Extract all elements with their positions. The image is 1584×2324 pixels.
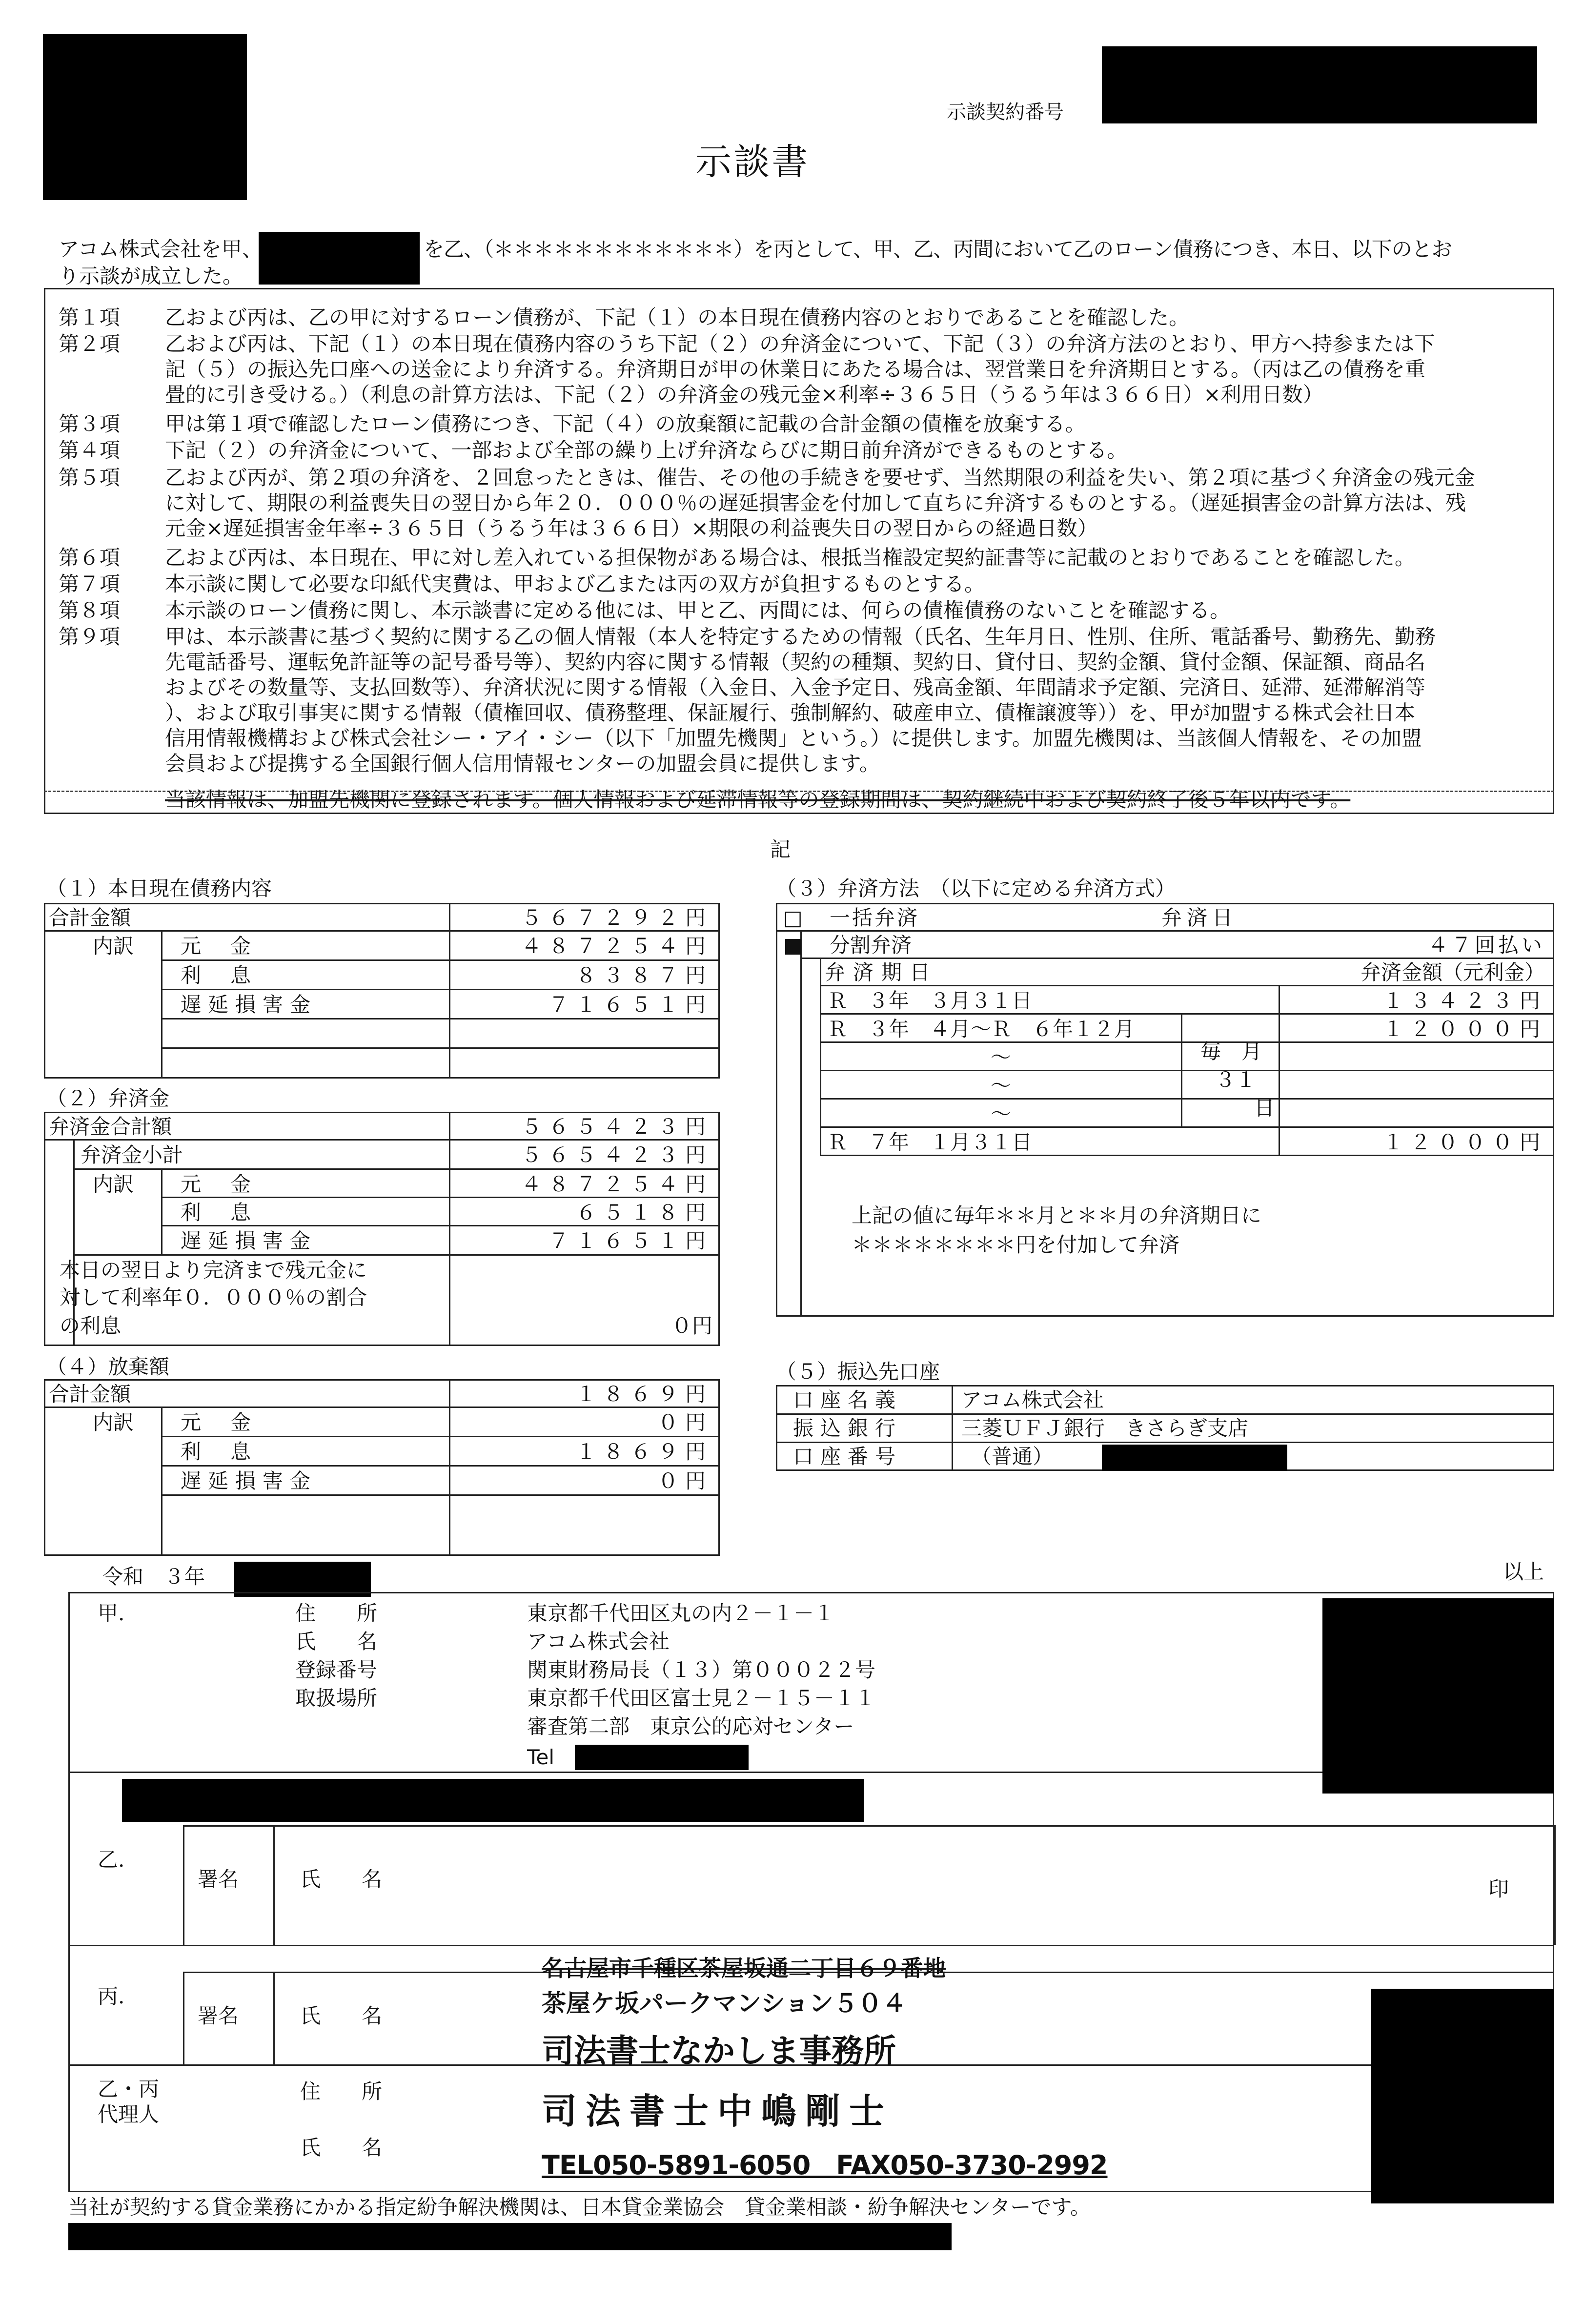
clause-text: 甲は第１項で確認したローン債務につき、下記（４）の放棄額に記載の合計金額の債権を放棄する。 — [165, 412, 1086, 436]
row-line — [820, 1155, 1554, 1156]
sec5-title: （５）振込先口座 — [776, 1360, 940, 1384]
clause-text: 先電話番号、運転免許証等の記号番号等）、契約内容に関する情報（契約の種類、契約日、貸付日、契約金額、貸付金額、保証額、商品名 — [165, 650, 1426, 674]
sec2-title: （２）弁済金 — [46, 1086, 170, 1110]
row-line — [44, 930, 720, 932]
col-line — [183, 1972, 184, 2064]
schedule-note: 上記の値に毎年＊＊月と＊＊月の弁済期日に — [852, 1203, 1262, 1227]
lump-date-label: 弁済日 — [1161, 906, 1238, 930]
row-label: 元金 — [181, 934, 281, 958]
row-value: ６５１８円 — [575, 1201, 712, 1224]
clause-number: 第６項 — [59, 546, 121, 570]
col-line — [449, 1112, 450, 1346]
row-value: ４８７２５４円 — [521, 934, 712, 958]
row-label: 遅延損害金 — [181, 1229, 318, 1253]
col-line — [800, 930, 802, 1317]
redaction-account-no — [1102, 1445, 1287, 1471]
col-date-header: 弁済期日 — [825, 960, 938, 984]
breakdown-label: 内訳 — [93, 934, 134, 958]
clause-text: に対して、期限の利益喪失日の翌日から年２０．０００％の遅延損害金を付加して直ちに弁済するものとする。（遅延損害金の計算方法は、残 — [165, 491, 1466, 515]
clause-number: 第５項 — [59, 466, 121, 489]
total-label: 合計金額 — [49, 1382, 131, 1406]
row-value: ４８７２５４円 — [521, 1172, 712, 1196]
col-line — [161, 1407, 162, 1556]
row-line — [820, 1041, 1554, 1043]
row-line — [68, 1945, 1554, 1946]
row-line — [44, 1139, 720, 1141]
party-kou-mark: 甲. — [98, 1601, 125, 1625]
account-label: 振込銀行 — [793, 1416, 903, 1440]
party-hei-mark: 丙. — [98, 1984, 125, 2008]
total-label: 合計金額 — [49, 906, 131, 930]
clause-text: ）、および取引事実に関する情報（債権回収、債務整理、保証履行、強制解約、破産申立、債権譲渡等））を、甲が加盟する株式会社日本 — [165, 701, 1416, 725]
party-kou-value: 審査第二部 東京公的応対センター — [527, 1714, 854, 1738]
redaction-hei-seal — [1371, 1989, 1554, 2203]
row-label: 遅延損害金 — [181, 993, 318, 1017]
schedule-note: ＊＊＊＊＊＊＊＊円を付加して弁済 — [852, 1233, 1180, 1257]
clause-text: 乙および丙は、本日現在、甲に対し差入れている担保物がある場合は、根抵当権設定契約証書等に記載のとおりであることを確認した。 — [165, 546, 1416, 570]
schedule-date: Ｒ ３年 ４月～Ｒ ６年１２月 — [827, 1017, 1135, 1041]
row-line — [776, 1413, 1554, 1415]
breakdown-label: 内訳 — [93, 1410, 134, 1434]
total-label: 弁済金合計額 — [49, 1115, 172, 1139]
interest-line: 本日の翌日より完済まで残元金に — [60, 1258, 367, 1282]
row-value: ０円 — [657, 1469, 712, 1493]
col-line — [183, 1825, 184, 1945]
clause-text: 乙および丙は、下記（１）の本日現在債務内容のうち下記（２）の弁済金について、下記（３）の弁済方法のとおり、甲方へ持参または下 — [165, 332, 1435, 356]
row-label: 元金 — [181, 1172, 281, 1196]
row-line — [183, 1825, 1554, 1827]
footer-date: 令和 ３年 — [102, 1565, 205, 1589]
party-kou-label: 住 所 — [295, 1601, 378, 1625]
row-line — [161, 1225, 720, 1226]
account-label: 口座名義 — [793, 1388, 903, 1412]
intro-line-2: り示談が成立した。 — [59, 264, 244, 288]
party-kou-value: アコム株式会社 — [527, 1630, 670, 1653]
schedule-date: ～ — [991, 1102, 1012, 1126]
clause-text: 信用情報機構および株式会社シー・アイ・シー（以下「加盟先機関」という。）に提供します。加盟先機関は、当該個人情報を、その加盟 — [165, 726, 1422, 750]
row-line — [776, 930, 1554, 932]
clause-number: 第１項 — [59, 306, 121, 329]
col-line — [273, 1972, 275, 2064]
redaction-contract-no — [1102, 46, 1537, 123]
split-count: ４７回払い — [1427, 933, 1545, 957]
redaction-debtor-name — [259, 232, 420, 285]
party-otsu-name: 氏 名 — [300, 1867, 383, 1891]
col-amount-header: 弁済金額（元利金） — [1360, 960, 1545, 984]
lump-label: 一括弁済 — [830, 906, 920, 930]
page-title: 示談書 — [695, 141, 810, 183]
clause-number: 第７項 — [59, 572, 121, 596]
breakdown-label: 内訳 — [93, 1172, 134, 1196]
redaction-company-seal — [1322, 1598, 1554, 1794]
monthly-day: ３１ — [1215, 1068, 1257, 1092]
total-value: ５６５４２３円 — [521, 1115, 712, 1139]
clause-text: 当該情報は、加盟先機関に登録されます。個人情報および延滞情報等の登録期間は、契約継続中および契約終了後５年以内です。 — [165, 788, 1351, 812]
clause-text: 元金×遅延損害金年率÷３６５日（うるう年は３６６日）×期限の利益喪失日の翌日からの経過日数） — [165, 516, 1098, 540]
col-line — [161, 1168, 162, 1254]
redaction-bottom — [68, 2223, 952, 2250]
row-label: 利息 — [181, 963, 281, 987]
row-value: ０円 — [657, 1410, 712, 1434]
row-line — [161, 1197, 720, 1198]
agent-person-name: 司法書士中嶋剛士 — [542, 2091, 894, 2132]
redaction-logo — [43, 34, 247, 200]
row-label: 遅延損害金 — [181, 1469, 318, 1493]
clause-text: 本示談のローン債務に関し、本示談書に定める他には、甲と乙、丙間には、何らの債権債務のないことを確認する。 — [165, 598, 1231, 622]
party-hei-sign: 署名 — [198, 2004, 239, 2028]
clause-number: 第２項 — [59, 332, 121, 356]
row-value: ７１６５１円 — [548, 993, 712, 1017]
agent-mark-1: 乙・丙 — [98, 2077, 160, 2101]
clause-text: 乙および丙が、第２項の弁済を、２回怠ったときは、催告、その他の手続きを要せず、当然期限の利益を失い、第２項に基づく弁済金の残元金 — [165, 466, 1475, 489]
schedule-date: ～ — [991, 1074, 1012, 1098]
row-value: １８６９円 — [575, 1440, 712, 1464]
row-line — [161, 1465, 720, 1467]
row-line — [161, 1047, 720, 1049]
clause-text: 会員および提携する全国銀行個人信用情報センターの加盟会員に提供します。 — [165, 752, 880, 775]
redaction-tel — [575, 1745, 749, 1770]
clause-number: 第８項 — [59, 598, 121, 622]
schedule-amount: １３４２３円 — [1382, 989, 1547, 1013]
party-kou-tel: Tel — [527, 1745, 555, 1769]
row-line — [161, 1494, 720, 1496]
row-line — [820, 1013, 1554, 1015]
col-line — [273, 1825, 275, 1945]
schedule-amount: １２０００円 — [1382, 1017, 1547, 1041]
col-line — [1181, 1013, 1182, 1126]
agent-mark-2: 代理人 — [98, 2102, 160, 2126]
subtotal-label: 弁済金小計 — [81, 1143, 183, 1167]
split-label: 分割弁済 — [830, 933, 912, 957]
agent-name-label: 氏 名 — [300, 2136, 383, 2160]
sec1-title: （１）本日現在債務内容 — [46, 877, 272, 900]
row-label: 元金 — [181, 1410, 281, 1434]
row-line — [820, 1070, 1554, 1071]
clause-text: 乙および丙は、乙の甲に対するローン債務が、下記（１）の本日現在債務内容のとおりであることを確認した。 — [165, 306, 1190, 329]
row-line — [161, 959, 720, 961]
party-kou-label: 取扱場所 — [295, 1686, 378, 1710]
row-line — [776, 1442, 1554, 1443]
agent-contact: TEL050-5891-6050 FAX050-3730-2992 — [542, 2150, 1108, 2181]
col-line — [952, 1385, 953, 1471]
col-line — [820, 958, 821, 1155]
row-line — [820, 985, 1554, 986]
schedule-amount: １２０００円 — [1382, 1130, 1547, 1154]
total-value: １８６９円 — [575, 1382, 712, 1406]
row-line — [161, 1436, 720, 1437]
ki-heading: 記 — [770, 837, 791, 861]
interest-line: 対して利率年０．０００％の割合 — [60, 1285, 367, 1309]
sec3-title: （３）弁済方法 （以下に定める弁済方式） — [776, 877, 1176, 900]
intro-line-1b: を乙、（＊＊＊＊＊＊＊＊＊＊＊＊）を丙として、甲、乙、丙間において乙のローン債務につき、本日、以下のとお — [424, 237, 1452, 261]
lump-checkbox[interactable]: □ — [783, 906, 803, 930]
account-label: 口座番号 — [793, 1445, 903, 1468]
bottom-note: 当社が契約する貸金業務にかかる指定紛争解決機関は、日本貸金業協会 貸金業相談・紛争解決センターです。 — [68, 2195, 1091, 2219]
contract-no-label: 示談契約番号 — [947, 101, 1064, 123]
party-kou-label: 氏 名 — [295, 1630, 378, 1653]
party-kou-value: 関東財務局長（１３）第０００２２号 — [527, 1658, 876, 1682]
row-line — [161, 989, 720, 990]
clause-text: 本示談に関して必要な印紙代実費は、甲および乙または丙の双方が負担するものとする。 — [165, 572, 985, 596]
row-line — [161, 1018, 720, 1019]
clause-text: 畳的に引き受ける。）（利息の計算方法は、下記（２）の弁済金の残元金×利率÷３６５日（うるう年は３６６日）×利用日数） — [165, 383, 1323, 407]
row-line — [800, 958, 1554, 959]
col-line — [449, 1379, 450, 1556]
sec4-title: （４）放棄額 — [46, 1355, 170, 1379]
interest-value: ０円 — [671, 1314, 712, 1338]
agent-address-label: 住 所 — [300, 2079, 383, 2103]
row-line — [820, 1098, 1554, 1100]
schedule-date: Ｒ ３年 ３月３１日 — [827, 989, 1033, 1013]
party-otsu-sign: 署名 — [198, 1867, 239, 1891]
account-value: （普通） — [971, 1445, 1054, 1468]
col-line — [1554, 1825, 1556, 1945]
row-value: ８３８７円 — [575, 963, 712, 987]
party-kou-label: 登録番号 — [295, 1658, 378, 1682]
ijo-end-mark: 以上 — [1503, 1560, 1544, 1584]
law-firm-name: 司法書士なかしま事務所 — [542, 2032, 896, 2070]
col-line — [1279, 985, 1280, 1155]
clause-text: およびその数量等、支払回数等）、弁済状況に関する情報（入金日、入金予定日、残高金額、年間請求予定額、完済日、延滞、延滞解消等 — [165, 675, 1426, 699]
row-line — [820, 1126, 1554, 1128]
party-hei-address-1: 名古屋市千種区茶屋坂通二丁目６９番地 — [542, 1955, 946, 1981]
clause-number: 第９項 — [59, 625, 121, 649]
clause-number: 第３項 — [59, 412, 121, 436]
clause-text: 下記（２）の弁済金について、一部および全部の繰り上げ弁済ならびに期日前弁済ができるものとする。 — [165, 438, 1128, 462]
subtotal-value: ５６５４２３円 — [521, 1143, 712, 1167]
col-line — [161, 930, 162, 1079]
row-label: 利息 — [181, 1440, 281, 1464]
clause-number: 第４項 — [59, 438, 121, 462]
account-value: アコム株式会社 — [961, 1388, 1104, 1412]
party-kou-value: 東京都千代田区丸の内２－１－１ — [527, 1601, 835, 1625]
intro-line-1a: アコム株式会社を甲、 — [59, 237, 263, 261]
row-line — [73, 1168, 720, 1170]
monthly-label: 毎 月 — [1200, 1040, 1262, 1063]
total-value: ５６７２９２円 — [521, 906, 712, 930]
schedule-date: Ｒ ７年 １月３１日 — [827, 1130, 1033, 1154]
clause-text: 記（５）の振込先口座への送金により弁済する。弁済期日が甲の休業日にあたる場合は、翌営業日を弁済期日とする。（丙は乙の債務を重 — [165, 357, 1426, 381]
party-hei-name: 氏 名 — [300, 2004, 383, 2028]
monthly-unit: 日 — [1254, 1096, 1275, 1120]
party-hei-address-2: 茶屋ケ坂パークマンション５０４ — [542, 1989, 907, 2018]
row-line — [73, 1254, 720, 1256]
schedule-date: ～ — [991, 1045, 1012, 1069]
row-label: 利息 — [181, 1201, 281, 1224]
split-checkbox[interactable]: ■ — [783, 933, 803, 957]
redaction-kou-extra — [122, 1779, 864, 1822]
party-otsu-mark: 乙. — [98, 1848, 125, 1872]
clause-text: 甲は、本示談書に基づく契約に関する乙の個人情報（本人を特定するための情報（氏名、生年月日、性別、住所、電話番号、勤務先、勤務 — [165, 625, 1436, 649]
account-value: 三菱ＵＦＪ銀行 きさらぎ支店 — [961, 1416, 1249, 1440]
row-value: ７１６５１円 — [548, 1229, 712, 1253]
row-line — [44, 1407, 720, 1408]
col-line — [449, 903, 450, 1079]
party-otsu-seal: 印 — [1488, 1877, 1509, 1901]
interest-line: の利息 — [60, 1314, 122, 1338]
party-kou-value: 東京都千代田区富士見２－１５－１１ — [527, 1686, 876, 1710]
